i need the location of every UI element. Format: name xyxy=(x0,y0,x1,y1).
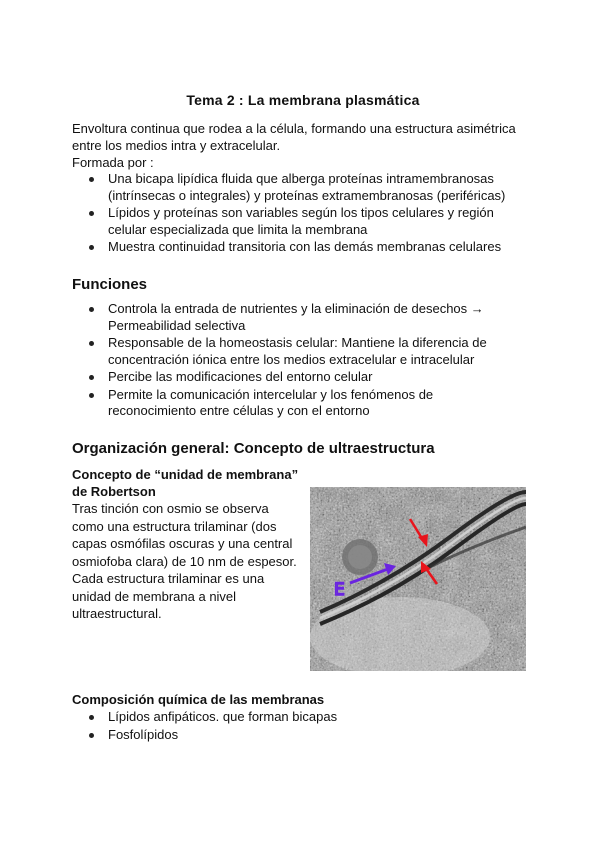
page-title: Tema 2 : La membrana plasmática xyxy=(186,92,420,108)
bullet-icon xyxy=(89,375,94,380)
micrograph-label-e: E xyxy=(334,580,345,600)
intro-line-1: Envoltura continua que rodea a la célula, formando una estructura asimétrica xyxy=(72,121,516,136)
list-item: Fosfolípidos xyxy=(72,727,542,744)
list-item: Lípidos anfipáticos. que forman bicapas xyxy=(72,709,542,726)
bullet-icon xyxy=(89,393,94,398)
robertson-subheading: Concepto de “unidad de membrana” de Robertson xyxy=(72,467,299,499)
list-item: Percibe las modificaciones del entorno celular xyxy=(72,369,542,386)
list-item: Permite la comunicación intercelular y los fenómenos de reconocimiento entre células y con el entorno xyxy=(72,387,542,420)
list-item: Muestra continuidad transitoria con las demás membranas celulares xyxy=(72,239,542,256)
list-item: Lípidos y proteínas son variables según los tipos celulares y región celular especializada que limita la membrana xyxy=(72,205,542,238)
composicion-heading: Composición química de las membranas xyxy=(72,692,325,707)
organizacion-heading: Organización general: Concepto de ultraestructura xyxy=(72,440,435,457)
bullet-icon xyxy=(89,341,94,346)
intro-line-2: entre los medios intra y extracelular. xyxy=(72,138,281,153)
formada-label: Formada por : xyxy=(72,155,154,170)
list-item: Controla la entrada de nutrientes y la eliminación de desechos → Permeabilidad selectiva xyxy=(72,301,542,334)
funciones-list xyxy=(72,301,542,421)
membrane-micrograph xyxy=(310,487,526,671)
bullet-icon xyxy=(89,733,94,738)
funciones-heading: Funciones xyxy=(72,276,148,293)
bullet-icon xyxy=(89,177,94,182)
bullet-icon xyxy=(89,211,94,216)
bullet-icon xyxy=(89,307,94,312)
list-item: Una bicapa lipídica fluida que alberga proteínas intramembranosas (intrínsecas o integrales) y proteínas extramembranosas (periféricas) xyxy=(72,171,542,204)
formada-list xyxy=(72,171,542,257)
bullet-icon xyxy=(89,245,94,250)
robertson-body: Tras tinción con osmio se observa como una estructura trilaminar (dos capas osmófilas oscuras y una central osmiofoba clara) de 10 nm de espesor. Cada estructura trilaminar es una unidad de membrana a nivel ultraestructural. xyxy=(72,501,297,621)
list-item: Responsable de la homeostasis celular: Mantiene la diferencia de concentración iónica entre los medios extracelular e intracelular xyxy=(72,335,542,368)
composicion-list xyxy=(72,709,542,744)
bullet-icon xyxy=(89,715,94,720)
